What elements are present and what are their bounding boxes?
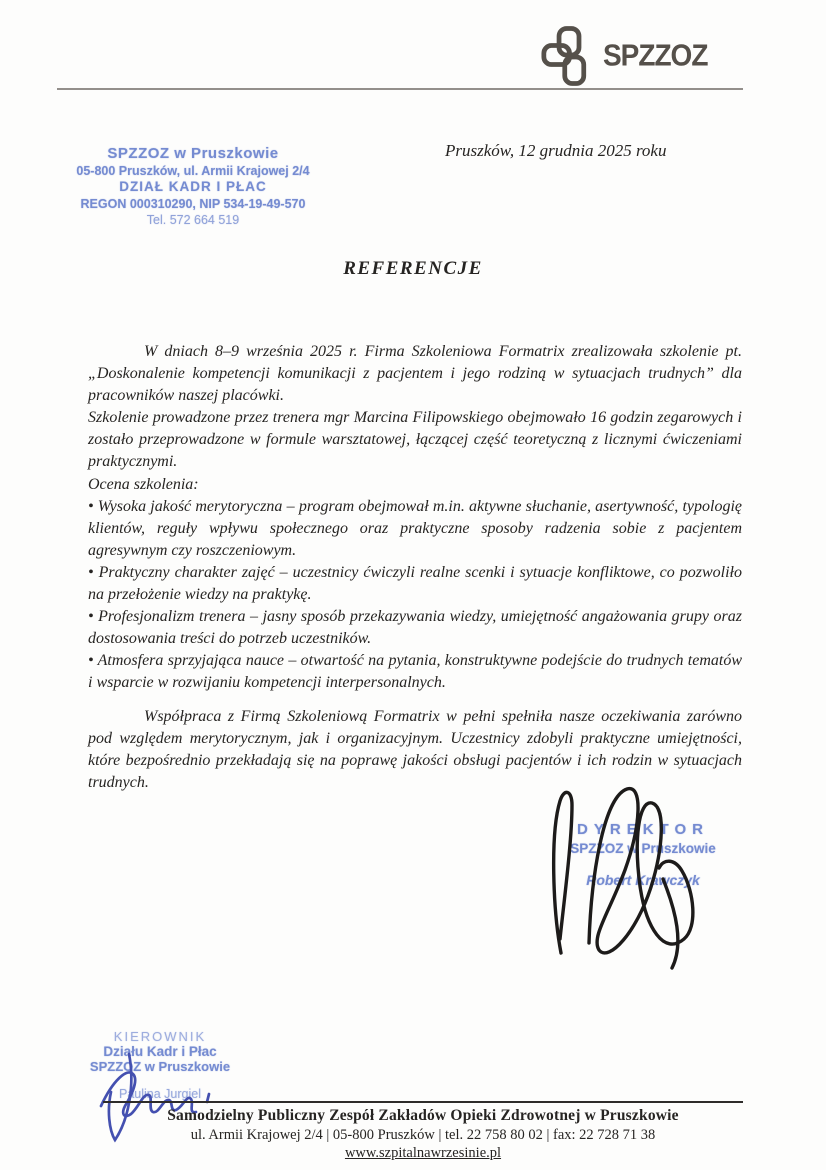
stamp-role: DYREKTOR: [577, 821, 709, 838]
letter-body: [88, 341, 742, 794]
stamp-line: REGON 000310290, NIP 534-19-49-570: [80, 196, 306, 211]
date-line: Pruszków, 12 grudnia 2025 roku: [445, 141, 667, 160]
stamp-name: Robert Krawczyk: [586, 872, 700, 888]
chain-cross-icon: [541, 26, 598, 86]
footer-address: ul. Armii Krajowej 2/4 | 05-800 Pruszków | tel. 22 758 80 02 | fax: 22 728 71 38: [190, 1127, 656, 1143]
stamp-line: 05-800 Pruszków, ul. Armii Krajowej 2/4: [76, 163, 310, 178]
paragraph-closing: Współpraca z Firmą Szkoleniową Formatrix w pełni spełniła nasze oczekiwania zarówno pod względem merytorycznym, jak i organizacyjnym. Uczestnicy zdobyli praktyczne umiejętności, które bezpośrednio przekładają się na poprawę jakości obsługi pacjentów i ich rodzin w sytuacjach trudnych.: [88, 707, 742, 791]
paragraph-intro: W dniach 8–9 września 2025 r. Firma Szkoleniowa Formatrix zrealizowała szkolenie pt. „Doskonalenie kompetencji komunikacji z pacjentem i jego rodziną w sytuacjach trudnych” dla pracowników naszej placówki.: [88, 343, 742, 405]
director-signature: [531, 779, 736, 971]
stamp-line: Działu Kadr i Płac: [103, 1044, 217, 1059]
stamp-line: Paulina Jurgiel: [119, 1087, 201, 1101]
letter-footer: [103, 1101, 743, 1162]
stamp-line: SPZZOZ w Pruszkowie: [107, 145, 279, 162]
hospital-logo: [541, 26, 707, 86]
stamp-line: DZIAŁ KADR I PŁAC: [119, 179, 267, 194]
stamp-line: Tel. 572 664 519: [146, 213, 240, 227]
footer-website: www.szpitalnawrzesinie.pl: [344, 1145, 502, 1161]
bullet-item: • Atmosfera sprzyjająca nauce – otwartość na pytania, konstruktywne podejście do trudnych tematów i wsparcie w rozwijaniu kompetencji interpersonalnych.: [88, 652, 742, 692]
hr-department-stamp: [48, 146, 338, 229]
bullet-item: • Profesjonalizm trenera – jasny sposób przekazywania wiedzy, umiejętność angażowania grupy oraz dostosowania treści do potrzeb uczestników.: [88, 608, 742, 648]
stamp-organization: SPZZOZ w Pruszkowie: [570, 841, 716, 856]
logo-text: SPZZOZ: [603, 38, 708, 73]
stamp-line: KIEROWNIK: [113, 1029, 207, 1044]
document-title: REFERENCJE: [343, 258, 483, 279]
bullet-item: • Wysoka jakość merytoryczna – program obejmował m.in. aktywne słuchanie, asertywność, typologię klientów, reguły wpływu społecznego oraz praktyczne sposoby radzenia sobie z pacjentem agresywnym czy roszczeniowym.: [88, 497, 742, 559]
bullet-item: • Praktyczny charakter zajęć – uczestnicy ćwiczyli realne scenki i sytuacje konfliktowe, co pozwoliło na przełożenie wiedzy na praktykę.: [88, 563, 742, 604]
footer-organization: Samodzielny Publiczny Zespół Zakładów Opieki Zdrowotnej w Pruszkowie: [167, 1107, 679, 1124]
paragraph-training-details: Szkolenie prowadzone przez trenera mgr Marcina Filipowskiego obejmowało 16 godzin zegarowych i zostało przeprowadzone w formule warsztatowej, łączącej część teoretyczną z licznymi ćwiczeniami praktycznymi.: [88, 409, 742, 471]
header-divider: [57, 88, 743, 90]
stamp-line: SPZZOZ w Pruszkowie: [89, 1059, 231, 1074]
evaluation-label: Ocena szkolenia:: [88, 475, 199, 493]
